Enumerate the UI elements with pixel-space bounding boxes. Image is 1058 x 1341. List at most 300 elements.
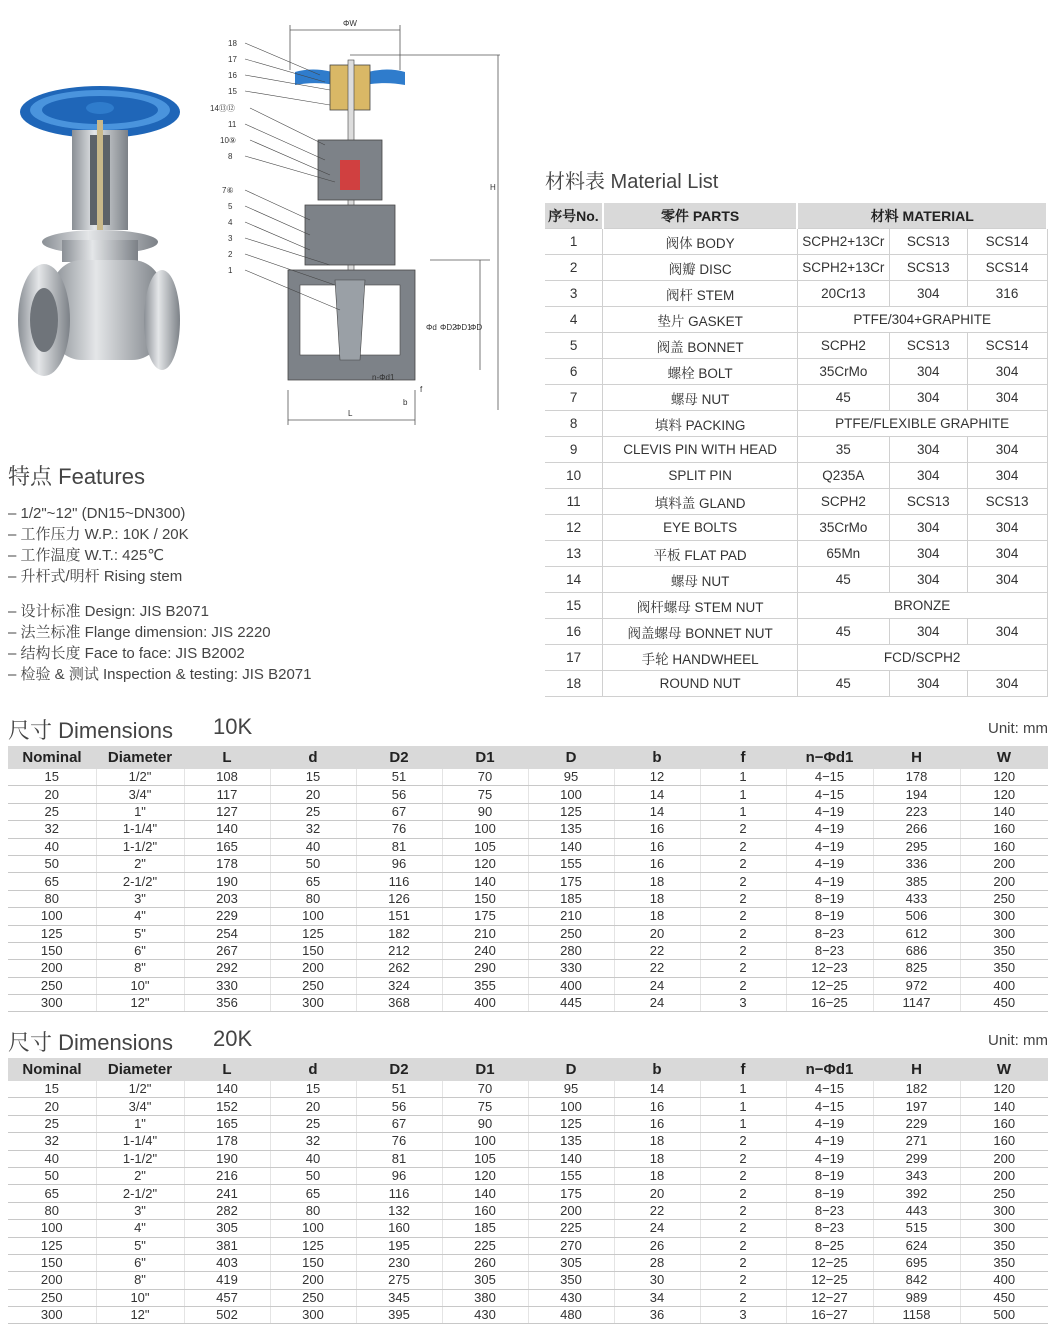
dim-label-n: n-Φd1	[372, 373, 395, 382]
dim-cell: 336	[873, 855, 960, 872]
dim-cell: 2	[700, 925, 786, 942]
dim-cell: 18	[614, 1167, 700, 1184]
material-cell: 304	[889, 541, 967, 567]
dim-cell: 3"	[96, 890, 184, 907]
dim-cell: 2	[700, 873, 786, 890]
dim-cell: 70	[442, 769, 528, 786]
dim-cell: 120	[442, 855, 528, 872]
dim-header-cell: W	[960, 1058, 1048, 1081]
dim-cell: 4−15	[786, 786, 873, 803]
dim-cell: 457	[184, 1289, 270, 1306]
dim-cell: 4−15	[786, 769, 873, 786]
callout-3: 3	[228, 234, 233, 243]
dim-cell: 305	[442, 1272, 528, 1289]
dim-cell: 200	[960, 873, 1048, 890]
dim-row	[8, 803, 1048, 820]
dim-cell: 16	[614, 838, 700, 855]
material-cell: 阀瓣 DISC	[603, 255, 798, 281]
feature-line: – 1/2"~12" (DN15~DN300)	[8, 505, 186, 522]
dim-cell: 686	[873, 942, 960, 959]
dim-cell: 14	[614, 803, 700, 820]
material-cell: 6	[545, 359, 603, 385]
dim-cell: 95	[528, 769, 614, 786]
dim-cell: 100	[442, 1133, 528, 1150]
dim-cell: 305	[184, 1220, 270, 1237]
dim-cell: 1	[700, 786, 786, 803]
dim-cell: 2-1/2"	[96, 1185, 184, 1202]
dim-cell: 1147	[873, 995, 960, 1012]
dim-cell: 400	[960, 1272, 1048, 1289]
dim-cell: 16−27	[786, 1307, 873, 1324]
dim-cell: 450	[960, 995, 1048, 1012]
dim-cell: 443	[873, 1202, 960, 1219]
dim-cell: 116	[356, 873, 442, 890]
material-cell: 10	[545, 463, 603, 489]
features-title: 特点 Features	[8, 464, 145, 490]
dim-cell: 120	[960, 769, 1048, 786]
dim-row	[8, 908, 1048, 925]
dim-label-w: ΦW	[343, 19, 357, 28]
dim-row	[8, 1150, 1048, 1167]
dim-cell: 15	[8, 769, 96, 786]
dim-cell: 223	[873, 803, 960, 820]
dim-cell: 300	[270, 995, 356, 1012]
dim-cell: 15	[270, 769, 356, 786]
material-cell: SCPH2	[797, 333, 889, 359]
material-cell: 304	[967, 385, 1047, 411]
dim-cell: 3"	[96, 1202, 184, 1219]
dim-cell: 12−23	[786, 960, 873, 977]
dim-header-cell: b	[614, 746, 700, 769]
material-cell: 填料 PACKING	[603, 411, 798, 437]
dim-cell: 20	[8, 1098, 96, 1115]
dim-cell: 197	[873, 1098, 960, 1115]
dim-cell: 300	[270, 1307, 356, 1324]
material-cell: 304	[889, 463, 967, 489]
dim-cell: 8"	[96, 1272, 184, 1289]
material-row	[545, 333, 1047, 359]
material-cell: 5	[545, 333, 603, 359]
material-cell: BRONZE	[797, 593, 1047, 619]
dim-cell: 20	[614, 925, 700, 942]
dim-cell: 18	[614, 873, 700, 890]
dim-cell: 190	[184, 1150, 270, 1167]
material-cell: 20Cr13	[797, 281, 889, 307]
dim-cell: 502	[184, 1307, 270, 1324]
dim-cell: 1-1/4"	[96, 821, 184, 838]
dim-cell: 182	[873, 1081, 960, 1098]
dim-cell: 126	[356, 890, 442, 907]
dim-cell: 260	[442, 1254, 528, 1271]
dim-cell: 2	[700, 942, 786, 959]
dim-cell: 12−25	[786, 977, 873, 994]
material-cell: ROUND NUT	[603, 671, 798, 697]
dim-cell: 140	[184, 821, 270, 838]
dim-cell: 125	[528, 1115, 614, 1132]
dim-cell: 155	[528, 1167, 614, 1184]
dim-cell: 50	[8, 855, 96, 872]
dim-label-d2: ΦD2	[440, 323, 457, 332]
dim-row	[8, 1237, 1048, 1254]
dim-cell: 22	[614, 1202, 700, 1219]
dim-label-d1: ΦD1	[455, 323, 472, 332]
dim-cell: 203	[184, 890, 270, 907]
material-cell: 304	[889, 437, 967, 463]
dim-header-cell: D1	[442, 1058, 528, 1081]
material-cell: PTFE/FLEXIBLE GRAPHITE	[797, 411, 1047, 437]
dimensions-10k-table	[8, 746, 1048, 1012]
callout-10-9: 10⑨	[220, 136, 237, 145]
dim-cell: 1"	[96, 1115, 184, 1132]
dim-header-cell: D2	[356, 1058, 442, 1081]
material-row	[545, 619, 1047, 645]
material-cell: SPLIT PIN	[603, 463, 798, 489]
dim-cell: 2	[700, 1289, 786, 1306]
dim-cell: 25	[270, 803, 356, 820]
dim-cell: 116	[356, 1185, 442, 1202]
dim-cell: 1	[700, 1098, 786, 1115]
material-row	[545, 593, 1047, 619]
material-header-parts: 零件 PARTS	[603, 203, 798, 229]
dim-cell: 4−19	[786, 855, 873, 872]
material-row	[545, 281, 1047, 307]
material-cell: SCPH2	[797, 489, 889, 515]
dim-cell: 125	[270, 925, 356, 942]
dim-cell: 2	[700, 1202, 786, 1219]
unit-label: Unit: mm	[988, 720, 1048, 737]
dim-cell: 65	[8, 1185, 96, 1202]
dimensions-10k-header	[8, 714, 1048, 744]
dim-cell: 108	[184, 769, 270, 786]
dim-cell: 10"	[96, 1289, 184, 1306]
dim-cell: 140	[528, 1150, 614, 1167]
dim-cell: 2	[700, 977, 786, 994]
dim-cell: 4−19	[786, 821, 873, 838]
dim-header-cell: L	[184, 1058, 270, 1081]
material-cell: 1	[545, 229, 603, 255]
dim-header-cell: D1	[442, 746, 528, 769]
material-cell: 12	[545, 515, 603, 541]
material-cell: 45	[797, 671, 889, 697]
dim-cell: 8−25	[786, 1237, 873, 1254]
dim-header-cell: f	[700, 1058, 786, 1081]
dim-cell: 125	[528, 803, 614, 820]
dim-cell: 18	[614, 890, 700, 907]
material-cell: 304	[967, 619, 1047, 645]
dim-cell: 343	[873, 1167, 960, 1184]
dim-cell: 250	[528, 925, 614, 942]
dim-cell: 2"	[96, 1167, 184, 1184]
dim-cell: 56	[356, 786, 442, 803]
material-cell: 18	[545, 671, 603, 697]
dim-cell: 12−25	[786, 1272, 873, 1289]
dim-cell: 262	[356, 960, 442, 977]
dim-cell: 105	[442, 838, 528, 855]
dim-cell: 250	[960, 890, 1048, 907]
feature-line: – 设计标准 Design: JIS B2071	[8, 603, 209, 620]
dim-cell: 250	[270, 1289, 356, 1306]
material-cell: 2	[545, 255, 603, 281]
dim-cell: 140	[442, 1185, 528, 1202]
dim-cell: 194	[873, 786, 960, 803]
dim-cell: 65	[270, 1185, 356, 1202]
feature-line: – 结构长度 Face to face: JIS B2002	[8, 645, 245, 662]
dim-label-b: b	[403, 398, 408, 407]
dim-cell: 50	[270, 855, 356, 872]
dim-cell: 4−19	[786, 1115, 873, 1132]
dim-cell: 125	[270, 1237, 356, 1254]
callout-15: 15	[228, 87, 237, 96]
material-cell: Q235A	[797, 463, 889, 489]
dim-cell: 230	[356, 1254, 442, 1271]
material-cell: 9	[545, 437, 603, 463]
dim-row	[8, 960, 1048, 977]
dim-cell: 480	[528, 1307, 614, 1324]
dim-cell: 125	[8, 1237, 96, 1254]
dim-cell: 152	[184, 1098, 270, 1115]
dim-cell: 4−15	[786, 1081, 873, 1098]
dim-cell: 350	[528, 1272, 614, 1289]
dim-cell: 3	[700, 1307, 786, 1324]
material-cell: SCS13	[889, 229, 967, 255]
dim-cell: 2	[700, 1272, 786, 1289]
dim-cell: 1	[700, 803, 786, 820]
dim-cell: 395	[356, 1307, 442, 1324]
material-row	[545, 541, 1047, 567]
dim-cell: 67	[356, 803, 442, 820]
dim-cell: 8−23	[786, 1202, 873, 1219]
dim-cell: 12	[614, 769, 700, 786]
dim-cell: 500	[960, 1307, 1048, 1324]
valve-photo	[12, 80, 192, 390]
dim-cell: 76	[356, 1133, 442, 1150]
dim-cell: 1-1/2"	[96, 838, 184, 855]
material-cell: 11	[545, 489, 603, 515]
dim-cell: 6"	[96, 942, 184, 959]
dim-cell: 36	[614, 1307, 700, 1324]
dim-cell: 210	[528, 908, 614, 925]
dim-cell: 212	[356, 942, 442, 959]
dim-cell: 182	[356, 925, 442, 942]
material-row	[545, 437, 1047, 463]
dim-header-cell: d	[270, 746, 356, 769]
dim-cell: 266	[873, 821, 960, 838]
dim-cell: 240	[442, 942, 528, 959]
material-row	[545, 671, 1047, 697]
dim-cell: 80	[8, 1202, 96, 1219]
dim-cell: 178	[184, 855, 270, 872]
dim-cell: 50	[270, 1167, 356, 1184]
dim-row	[8, 769, 1048, 786]
material-cell: SCS13	[967, 489, 1047, 515]
dim-cell: 175	[528, 1185, 614, 1202]
dim-cell: 160	[960, 1115, 1048, 1132]
dim-cell: 100	[270, 1220, 356, 1237]
material-header-material: 材料 MATERIAL	[797, 203, 1047, 229]
dim-cell: 350	[960, 1237, 1048, 1254]
dim-row	[8, 855, 1048, 872]
dim-cell: 200	[8, 960, 96, 977]
dim-cell: 225	[442, 1237, 528, 1254]
dim-cell: 300	[960, 1220, 1048, 1237]
dim-cell: 275	[356, 1272, 442, 1289]
dim-cell: 16−25	[786, 995, 873, 1012]
dim-cell: 400	[960, 977, 1048, 994]
material-cell: 65Mn	[797, 541, 889, 567]
dim-cell: 4"	[96, 1220, 184, 1237]
material-cell: 7	[545, 385, 603, 411]
feature-line: – 检验 & 测试 Inspection & testing: JIS B2071	[8, 666, 312, 683]
dim-cell: 15	[8, 1081, 96, 1098]
dim-header-cell: Nominal	[8, 746, 96, 769]
feature-line: – 工作温度 W.T.: 425℃	[8, 547, 165, 564]
dim-row	[8, 1185, 1048, 1202]
dim-cell: 150	[270, 1254, 356, 1271]
material-cell: 316	[967, 281, 1047, 307]
dim-cell: 989	[873, 1289, 960, 1306]
material-cell: 35CrMo	[797, 359, 889, 385]
material-cell: 304	[967, 541, 1047, 567]
dim-cell: 330	[528, 960, 614, 977]
dim-cell: 210	[442, 925, 528, 942]
dim-cell: 22	[614, 960, 700, 977]
dim-cell: 300	[960, 908, 1048, 925]
dim-cell: 65	[8, 873, 96, 890]
dim-cell: 96	[356, 1167, 442, 1184]
material-row	[545, 255, 1047, 281]
dim-cell: 16	[614, 1115, 700, 1132]
dim-header-cell: Diameter	[96, 746, 184, 769]
dim-cell: 200	[528, 1202, 614, 1219]
material-cell: 304	[967, 437, 1047, 463]
material-cell: 阀盖 BONNET	[603, 333, 798, 359]
dim-cell: 350	[960, 960, 1048, 977]
dim-cell: 2-1/2"	[96, 873, 184, 890]
material-cell: CLEVIS PIN WITH HEAD	[603, 437, 798, 463]
material-row	[545, 645, 1047, 671]
material-row	[545, 359, 1047, 385]
dim-cell: 80	[8, 890, 96, 907]
material-cell: 阀杆螺母 STEM NUT	[603, 593, 798, 619]
dim-row	[8, 1098, 1048, 1115]
dim-header-cell: L	[184, 746, 270, 769]
dim-cell: 271	[873, 1133, 960, 1150]
dim-cell: 20	[270, 786, 356, 803]
dim-row	[8, 890, 1048, 907]
dim-cell: 12"	[96, 1307, 184, 1324]
dim-cell: 225	[528, 1220, 614, 1237]
dim-label-D: ΦD	[470, 323, 483, 332]
dim-cell: 515	[873, 1220, 960, 1237]
material-cell: 16	[545, 619, 603, 645]
dim-cell: 300	[960, 1202, 1048, 1219]
dimensions-title: 尺寸 Dimensions	[8, 1030, 174, 1055]
dim-cell: 4−19	[786, 1133, 873, 1150]
material-cell: SCS14	[967, 255, 1047, 281]
dim-header-cell: H	[873, 746, 960, 769]
dim-cell: 8−19	[786, 908, 873, 925]
dim-cell: 419	[184, 1272, 270, 1289]
dim-cell: 160	[960, 838, 1048, 855]
dim-cell: 385	[873, 873, 960, 890]
dim-cell: 506	[873, 908, 960, 925]
dim-cell: 100	[528, 786, 614, 803]
dim-row	[8, 1289, 1048, 1306]
dim-cell: 1-1/4"	[96, 1133, 184, 1150]
dim-cell: 18	[614, 908, 700, 925]
material-cell: 螺栓 BOLT	[603, 359, 798, 385]
dim-cell: 80	[270, 890, 356, 907]
dim-cell: 250	[270, 977, 356, 994]
dim-row	[8, 1133, 1048, 1150]
callout-14-12: 14⑬⑫	[210, 104, 235, 113]
dim-row	[8, 1272, 1048, 1289]
dim-cell: 241	[184, 1185, 270, 1202]
dim-cell: 165	[184, 1115, 270, 1132]
dim-cell: 140	[960, 803, 1048, 820]
dim-header-cell: d	[270, 1058, 356, 1081]
dim-cell: 40	[270, 838, 356, 855]
dim-cell: 330	[184, 977, 270, 994]
dim-cell: 151	[356, 908, 442, 925]
dim-cell: 40	[8, 838, 96, 855]
dim-cell: 350	[960, 942, 1048, 959]
dim-cell: 14	[614, 786, 700, 803]
unit-label: Unit: mm	[988, 1032, 1048, 1049]
dim-cell: 20	[614, 1185, 700, 1202]
dim-cell: 842	[873, 1272, 960, 1289]
dim-cell: 165	[184, 838, 270, 855]
dim-cell: 135	[528, 1133, 614, 1150]
material-row	[545, 515, 1047, 541]
dim-cell: 32	[8, 821, 96, 838]
material-cell: 304	[967, 671, 1047, 697]
material-cell: 阀杆 STEM	[603, 281, 798, 307]
dim-row	[8, 873, 1048, 890]
material-row	[545, 567, 1047, 593]
dim-cell: 972	[873, 977, 960, 994]
material-cell: 45	[797, 619, 889, 645]
dim-row	[8, 942, 1048, 959]
dim-cell: 15	[270, 1081, 356, 1098]
dim-row	[8, 925, 1048, 942]
feature-line: – 工作压力 W.P.: 10K / 20K	[8, 526, 189, 543]
dim-cell: 150	[8, 1254, 96, 1271]
dim-cell: 8"	[96, 960, 184, 977]
dim-cell: 612	[873, 925, 960, 942]
material-cell: 14	[545, 567, 603, 593]
dim-cell: 2	[700, 1150, 786, 1167]
dim-cell: 825	[873, 960, 960, 977]
material-cell: PTFE/304+GRAPHITE	[797, 307, 1047, 333]
dim-cell: 433	[873, 890, 960, 907]
dim-cell: 4−15	[786, 1098, 873, 1115]
dim-cell: 160	[960, 1133, 1048, 1150]
material-row	[545, 463, 1047, 489]
dim-header-cell: D	[528, 1058, 614, 1081]
dim-cell: 267	[184, 942, 270, 959]
material-list-table	[545, 203, 1048, 697]
material-cell: 垫片 GASKET	[603, 307, 798, 333]
dim-cell: 95	[528, 1081, 614, 1098]
dim-cell: 3/4"	[96, 786, 184, 803]
dim-cell: 3	[700, 995, 786, 1012]
callout-8: 8	[228, 152, 233, 161]
dim-cell: 160	[960, 821, 1048, 838]
dim-row	[8, 1220, 1048, 1237]
dim-cell: 356	[184, 995, 270, 1012]
material-cell: 304	[967, 567, 1047, 593]
